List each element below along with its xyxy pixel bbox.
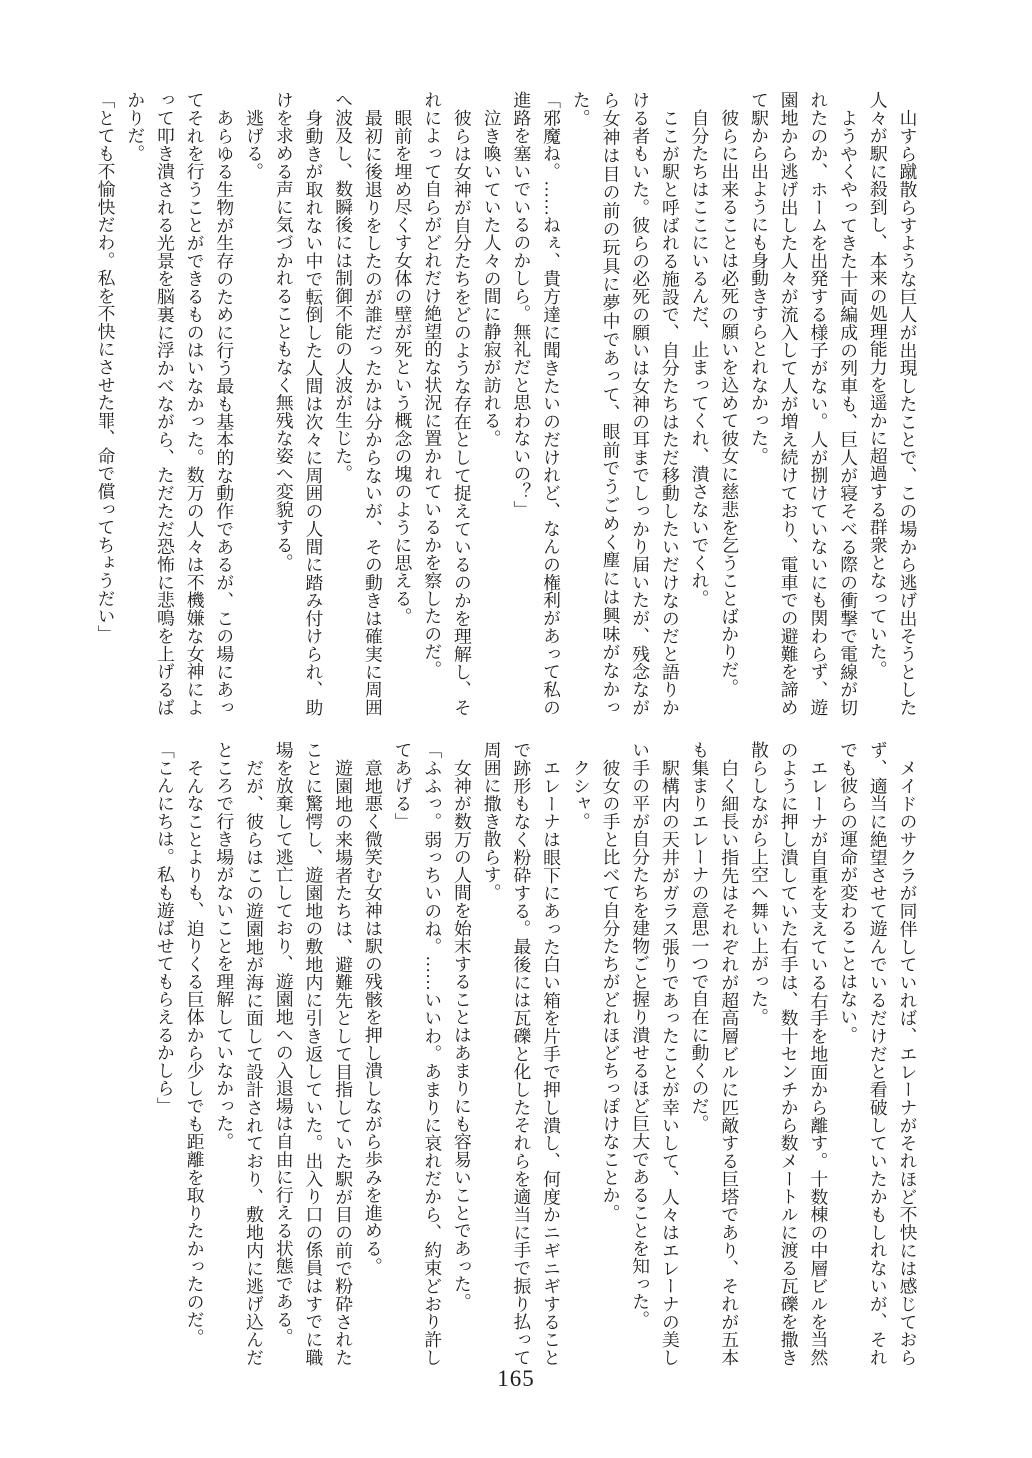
paragraph: 「こんにちは。私も遊ばせてもらえるかしら」 xyxy=(155,741,176,1115)
paragraph: 遊園地の来場者たちは、避難先として目指していた駅が目の前で粉砕されたことに驚愕し、遊園地の敷地内に引き返していた。出入り口の係員はすでに職場を放棄して逃亡しており、遊園地への入退場は自由に行える状態である。 xyxy=(274,741,354,1366)
paragraph: 意地悪く微笑む女神は駅の残骸を押し潰しながら歩みを進める。 xyxy=(363,758,384,1275)
paragraph: クシャ。 xyxy=(571,758,592,830)
text-section-top xyxy=(96,91,922,716)
paragraph: 泣き喚いていた人々の間に静寂が訪れる。 xyxy=(482,108,503,447)
paragraph: 最初に後退りをしたのが誰だったかは分からないが、その動きは確実に周囲へ波及し、数瞬後には制御不能の人波が生じた。 xyxy=(333,91,384,716)
text-section-bottom xyxy=(116,741,922,1366)
paragraph: 逃げる。 xyxy=(244,108,265,180)
paragraph: ようやくやってきた十両編成の列車も、巨人が寝そべる際の衝撃で電線が切れたのか、ホームを出発する様子がない。人が捌けていないにも関わらず、遊園地から逃げ出した人々が流入して人が増え続けており、電車での避難を諦めて駅から出ようにも身動きすらとれなかった。 xyxy=(749,91,859,716)
paragraph: 「とても不愉快だわ。私を不快にさせた罪、命で償ってちょうだい」 xyxy=(96,91,117,643)
paragraph: 眼前を埋め尽くす女体の壁が死という概念の塊のように思える。 xyxy=(393,108,414,625)
paragraph: 彼らは女神が自分たちをどのような存在として捉えているのかを理解し、それによって自らがどれだけ絶望的な状況に置かれているかを察したのだ。 xyxy=(422,91,473,716)
paragraph: 身動きが取れない中で転倒した人間は次々に周囲の人間に踏み付けられ、助けを求める声に気づかれることもなく無残な姿へ変貌する。 xyxy=(274,91,324,716)
paragraph: 白く細長い指先はそれぞれが超高層ビルに匹敵する巨塔であり、それが五本も集まりエレーナの意思一つで自在に動くのだ。 xyxy=(690,741,740,1366)
paragraph: メイドのサクラが同伴していれば、エレーナがそれほど不快には感じておらず、適当に絶望させて遊んでいるだけだと看破していたかもしれないが、それでも彼らの運命が変わることはない。 xyxy=(838,741,918,1366)
page-number: 165 xyxy=(497,1366,535,1391)
paragraph: 山すら蹴散らすような巨人が出現したことで、この場から逃げ出そうとした人々が駅に殺到し、本来の処理能力を遥かに超過する群衆となっていた。 xyxy=(868,91,918,716)
paragraph: 「邪魔ね。……ねぇ、貴方達に聞きたいのだけれど、なんの権利があって私の進路を塞いでいるのかしら。無礼だと思わないの？」 xyxy=(511,91,562,716)
paragraph: そんなことよりも、迫りくる巨体から少しでも距離を取りたかったのだ。 xyxy=(185,758,206,1346)
paragraph: だが、彼らはこの遊園地が海に面して設計されており、敷地内に逃げ込んだところで行き場がないことを理解していなかった。 xyxy=(214,741,265,1366)
paragraph: 「ふふっ。弱っちいのね。……いいわ。あまりに哀れだから、約束どおり許してあげる」 xyxy=(393,741,443,1366)
paragraph: あらゆる生物が生存のために行う最も基本的な動作であるが、この場にあってそれを行うことができるものはいなかった。数万の人々は不機嫌な女神によって叩き潰される光景を脳裏に浮かべながら、ただただ恐怖に悲鳴を上げるばかりだ。 xyxy=(125,91,235,716)
paragraph: エレーナが自重を支えている右手を地面から離す。十数棟の中層ビルを当然のように押し潰していた右手は、数十センチから数メートルに渡る瓦礫を撒き散らしながら上空へ舞い上がった。 xyxy=(749,741,829,1366)
paragraph: 彼女の手と比べて自分たちがどれほどちっぽけなことか。 xyxy=(600,758,621,1222)
paragraph: 彼らに出来ることは必死の願いを込めて彼女に慈悲を乞うことばかりだ。 xyxy=(719,108,740,696)
paragraph: 女神が数万の人間を始末することはあまりにも容易いことであった。 xyxy=(452,758,473,1311)
paragraph: エレーナは眼下にあった白い箱を片手で押し潰し、何度かニギニギすることで跡形もなく粉砕する。最後には瓦礫と化したそれらを適当に手で振り払って周囲に撒き散らす。 xyxy=(482,741,562,1366)
paragraph: 自分たちはここにいるんだ、止まってくれ、潰さないでくれ。 xyxy=(690,108,711,607)
paragraph: ここが駅と呼ばれる施設で、自分たちはただ移動したいだけなのだと語りかける者もいた。彼らの必死の願いは女神の耳までしっかり届いたが、残念ながら女神は目の前の玩具に夢中であって、眼前でうごめく塵には興味がなかった。 xyxy=(571,91,681,716)
paragraph: 駅構内の天井がガラス張りであったことが幸いして、人々はエレーナの美しい手の平が自分たちを建物ごと握り潰せるほど巨大であることを知った。 xyxy=(630,741,681,1366)
